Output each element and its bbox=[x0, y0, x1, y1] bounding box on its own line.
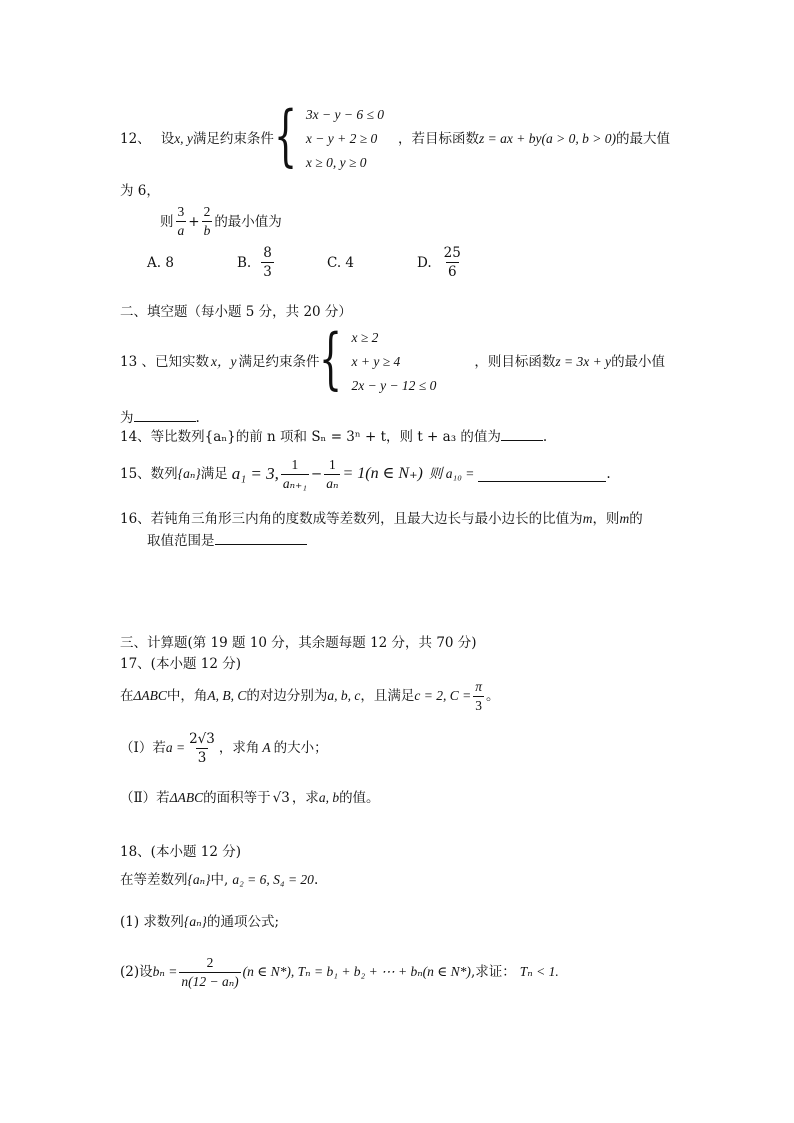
q17-given: c = 2, C = bbox=[414, 688, 472, 703]
section-3-title: 三、计算题(第 19 题 10 分，其余题每题 12 分，共 70 分) bbox=[120, 635, 477, 651]
q15-prefix: 15、数列 bbox=[120, 466, 178, 482]
q17-p2-d: 的值。 bbox=[339, 790, 380, 806]
q12-ask-prefix: 则 bbox=[160, 213, 174, 230]
q16-line1-text: 16、若钝角三角形三内角的度数成等差数列，且最大边长与最小边长的比值为 bbox=[120, 511, 583, 527]
fraction-denominator: n(12 − aₙ) bbox=[181, 973, 239, 989]
q17-p2-tri: ΔABC bbox=[169, 790, 204, 805]
q15-seq: {aₙ} bbox=[177, 466, 201, 481]
q12-ask-suffix: 的最小值为 bbox=[214, 213, 282, 230]
q17-sides: a, b, c bbox=[327, 688, 361, 703]
q17-p1-a: （Ⅰ）若 bbox=[120, 740, 166, 756]
q16-m-2: m bbox=[619, 511, 630, 526]
q18-part-1 bbox=[120, 913, 279, 931]
q17-p1-var: A bbox=[262, 740, 271, 755]
q16-line1-tail2: 的 bbox=[629, 511, 643, 527]
option-b bbox=[237, 244, 276, 281]
q15-eq2: = 1(n ∈ N₊) bbox=[342, 465, 423, 482]
q13-cond-label: 满足约束条件 bbox=[238, 354, 320, 370]
option-b-label: B. bbox=[237, 254, 252, 271]
q15-end: . bbox=[606, 466, 611, 482]
section-2-title: 二、填空题（每小题 5 分，共 20 分） bbox=[120, 304, 352, 320]
q12-constraint-1: 3x − y − 6 ≤ 0 bbox=[305, 107, 385, 122]
fraction-denominator: aₙ₊₁ bbox=[282, 475, 307, 491]
q17-part-1 bbox=[120, 726, 328, 770]
q18-stem-b: 中, bbox=[210, 872, 229, 888]
q12-line2: 为 6， bbox=[120, 183, 160, 199]
q13-after: ，则目标函数 bbox=[474, 354, 556, 370]
q17-tri: ΔABC bbox=[133, 688, 167, 703]
q14-end: . bbox=[542, 429, 548, 445]
fraction-denominator: b bbox=[203, 223, 211, 238]
q17-p1-b: ，求角 bbox=[218, 740, 260, 756]
q13-vars: x，y bbox=[210, 354, 237, 369]
q12-constraints bbox=[306, 103, 384, 175]
q17-part-2 bbox=[120, 789, 380, 807]
q18-stem-end: . bbox=[313, 872, 319, 888]
q17-p2-b: 的面积等于 bbox=[203, 790, 271, 806]
q18-p2-e: Tₙ < 1. bbox=[519, 964, 559, 979]
q18-p2-c: (n ∈ N*), Tₙ = b₁ + b₂ + ⋯ + bₙ(n ∈ N*) bbox=[242, 964, 471, 979]
q12-number: 12、 bbox=[120, 131, 151, 147]
q17-stem-b: 中，角 bbox=[166, 688, 208, 704]
q12-ask bbox=[160, 203, 282, 240]
left-brace-icon: { bbox=[319, 320, 343, 397]
q17-angles: A, B, C bbox=[207, 688, 247, 703]
q16-m: m bbox=[582, 511, 593, 526]
fraction-numerator: 2 bbox=[203, 204, 211, 219]
fraction-denominator: 3 bbox=[197, 749, 207, 766]
q13-number: 13 、已知实数 bbox=[120, 354, 209, 370]
q16-line1 bbox=[120, 510, 643, 528]
q18-p2-fraction bbox=[179, 954, 240, 991]
answer-blank bbox=[478, 467, 606, 482]
q18-p1-seq: {aₙ} bbox=[183, 914, 207, 929]
fraction-numerator: π bbox=[475, 678, 483, 694]
q12-options bbox=[147, 244, 487, 284]
q12-fraction-3-over-a bbox=[176, 203, 187, 240]
q13-objective: z = 3x + y bbox=[555, 354, 612, 369]
option-d-label: D. bbox=[417, 254, 432, 271]
option-b-fraction bbox=[261, 244, 274, 281]
fraction-denominator: 6 bbox=[447, 264, 457, 280]
q13-line1 bbox=[120, 320, 666, 398]
fraction-numerator: 8 bbox=[263, 245, 272, 261]
q13-line2 bbox=[120, 407, 200, 427]
fraction-numerator: 1 bbox=[291, 456, 299, 472]
q12-objective: z = ax + by(a > 0, b > 0) bbox=[479, 131, 616, 146]
q18-given: a₂ = 6, S₄ = 20 bbox=[232, 872, 314, 887]
q12-constraint-3: x ≥ 0, y ≥ 0 bbox=[305, 155, 367, 170]
q12-after: ，若目标函数 bbox=[398, 131, 480, 147]
q16-line1-tail: ，则 bbox=[592, 511, 620, 527]
answer-blank bbox=[215, 530, 307, 545]
q13-constraint-system bbox=[319, 320, 437, 398]
q17-p1-c: 的大小； bbox=[273, 740, 328, 756]
q16-line2-text: 取值范围是 bbox=[147, 533, 215, 549]
q17-p1-eq: a = bbox=[165, 740, 186, 755]
q17-p2-vars: a, b bbox=[318, 790, 340, 805]
fraction-denominator: aₙ bbox=[326, 475, 339, 491]
q17-p2-val: √3 bbox=[272, 790, 290, 806]
q12-cond-label: 满足约束条件 bbox=[192, 131, 274, 147]
q18-p2-d: ,求证： bbox=[470, 964, 516, 980]
q12-constraint-system bbox=[273, 97, 385, 175]
q13-constraint-3: 2x − y − 12 ≤ 0 bbox=[351, 378, 437, 393]
q12-vars: x, y bbox=[174, 131, 193, 146]
q13-tail: 的最小值 bbox=[611, 354, 666, 370]
left-brace-icon: { bbox=[273, 97, 298, 174]
q17-p2-c: ，求 bbox=[291, 790, 319, 806]
q13-constraint-2: x + y ≥ 4 bbox=[351, 354, 401, 369]
q18-part-2 bbox=[120, 950, 559, 994]
plus-sign: + bbox=[188, 213, 200, 230]
q18-stem-a: 在等差数列 bbox=[120, 872, 188, 888]
q14-text: 14、等比数列{aₙ}的前 n 项和 Sₙ = 3ⁿ + t，则 t + a₃ 的值为 bbox=[120, 429, 501, 445]
fraction-numerator: 3 bbox=[177, 204, 185, 219]
q13-constraints bbox=[351, 326, 436, 398]
q15-cond: 满足 bbox=[200, 466, 228, 482]
q13-constraint-1: x ≥ 2 bbox=[351, 330, 379, 345]
q12-tail: 的最大值 bbox=[615, 131, 670, 147]
q17-stem-d: ，且满足 bbox=[360, 688, 415, 704]
q18-p1-a: (1) 求数列 bbox=[120, 914, 184, 930]
q18-p1-b: 的通项公式; bbox=[206, 914, 280, 930]
q15-eq1: a₁ = 3, bbox=[231, 464, 279, 483]
q17-stem-a: 在 bbox=[120, 688, 134, 704]
q18-p2-b: bₙ = bbox=[152, 964, 178, 979]
q12-line1 bbox=[120, 97, 670, 177]
q17-p1-fraction bbox=[187, 730, 217, 767]
q12-fraction-2-over-b bbox=[202, 203, 213, 240]
fraction-numerator: 2√3 bbox=[189, 730, 215, 747]
q15-ask: 则 a₁₀ = bbox=[428, 466, 475, 481]
answer-blank bbox=[501, 426, 543, 441]
q17-p2-a: （Ⅱ）若 bbox=[120, 790, 170, 806]
q13-line2-text: 为 bbox=[120, 410, 134, 426]
fraction-numerator: 2 bbox=[206, 954, 214, 970]
q15-line bbox=[120, 452, 611, 496]
option-c: C. 4 bbox=[327, 255, 355, 271]
q18-p2-a: (2)设 bbox=[120, 964, 153, 980]
q18-header: 18、(本小题 12 分) bbox=[120, 844, 241, 860]
option-d bbox=[417, 244, 465, 281]
q18-seq: {aₙ} bbox=[187, 872, 211, 887]
q12-constraint-2: x − y + 2 ≥ 0 bbox=[305, 131, 378, 146]
minus-sign: − bbox=[310, 466, 323, 482]
fraction-denominator: 3 bbox=[263, 264, 272, 280]
q15-fraction-2 bbox=[324, 456, 340, 493]
q17-pi-fraction bbox=[473, 678, 484, 715]
fraction-numerator: 1 bbox=[328, 456, 336, 472]
fraction-denominator: a bbox=[177, 223, 185, 238]
fraction-numerator: 25 bbox=[443, 245, 461, 261]
q18-stem bbox=[120, 871, 318, 889]
q15-fraction-1 bbox=[281, 456, 309, 493]
q17-stem-end: 。 bbox=[486, 688, 500, 704]
q14-line bbox=[120, 426, 547, 446]
q17-stem bbox=[120, 674, 500, 718]
q16-line2 bbox=[147, 530, 307, 550]
period: . bbox=[195, 410, 200, 426]
q17-header: 17、(本小题 12 分) bbox=[120, 656, 241, 672]
fraction-denominator: 3 bbox=[475, 697, 483, 713]
q12-lead: 设 bbox=[160, 131, 175, 147]
option-d-fraction bbox=[442, 244, 463, 281]
option-a: A. 8 bbox=[147, 255, 174, 271]
answer-blank bbox=[134, 407, 196, 422]
q17-stem-c: 的对边分别为 bbox=[246, 688, 328, 704]
